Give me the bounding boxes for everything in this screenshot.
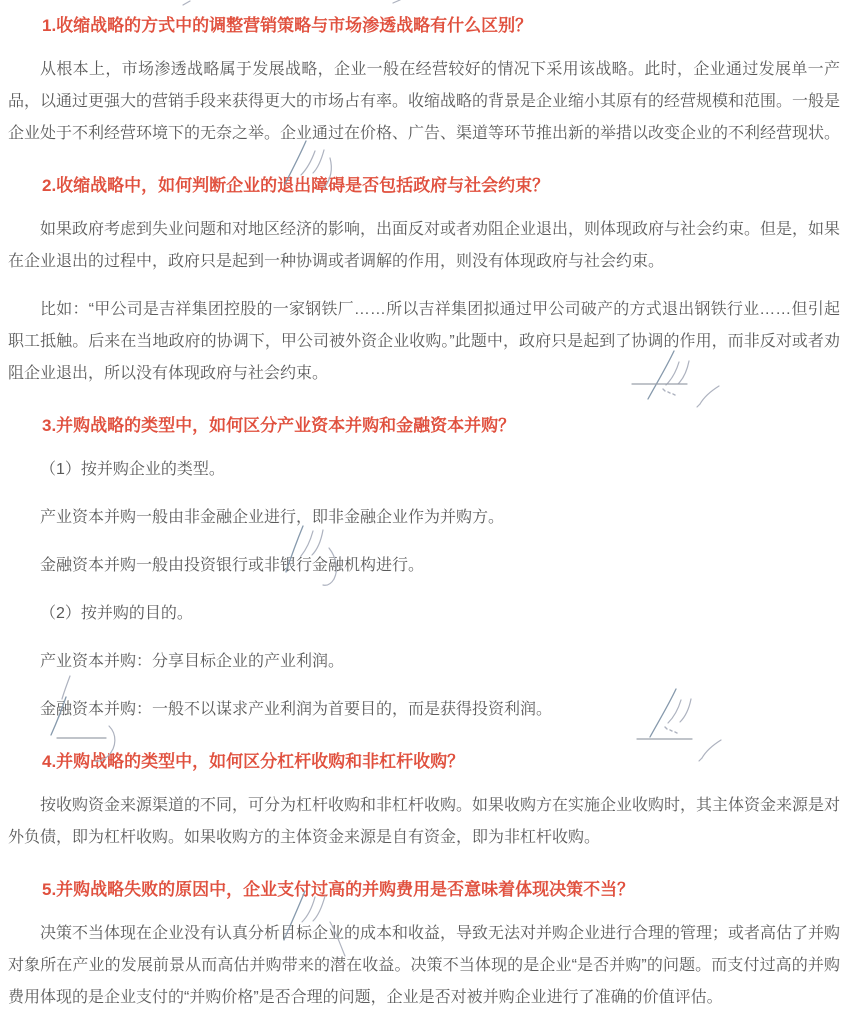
answer-2-para-1: 如果政府考虑到失业问题和对地区经济的影响，出面反对或者劝阻企业退出，则体现政府与社会约束。但是，如果在企业退出的过程中，政府只是起到一种协调或者调解的作用，则没有体现政府与社会约束。: [8, 221, 841, 270]
answer-3-para-2: 产业资本并购一般由非金融企业进行，即非金融企业作为并购方。: [40, 509, 505, 526]
answer-3-para-3: 金融资本并购一般由投资银行或非银行金融机构进行。: [40, 557, 425, 574]
question-1: 1.收缩战略的方式中的调整营销策略与市场渗透战略有什么区别？: [42, 16, 533, 35]
answer-4: 按收购资金来源渠道的不同，可分为杠杆收购和非杠杆收购。如果收购方在实施企业收购时，其主体资金来源是对外负债，即为杠杆收购。如果收购方的主体资金来源是自有资金，即为非杠杆收购。: [8, 797, 841, 846]
question-5: 5.并购战略失败的原因中，企业支付过高的并购费用是否意味着体现决策不当？: [42, 880, 635, 899]
answer-2-para-2: 比如：“甲公司是吉祥集团控股的一家钢铁厂……所以吉祥集团拟通过甲公司破产的方式退出钢铁行业……但引起职工抵触。后来在当地政府的协调下，甲公司被外资企业收购。”此题中，政府只是起到了协调的作用，而非反对或者劝阻企业退出，所以没有体现政府与社会约束。: [8, 301, 840, 382]
answer-1: 从根本上，市场渗透战略属于发展战略，企业一般在经营较好的情况下采用该战略。此时，企业通过发展单一产品，以通过更强大的营销手段来获得更大的市场占有率。收缩战略的背景是企业缩小其原有的经营规模和范围。一般是企业处于不利经营环境下的无奈之举。企业通过在价格、广告、渠道等环节推出新的举措以改变企业的不利经营现状。: [8, 61, 841, 142]
answer-3-para-6: 金融资本并购：一般不以谋求产业利润为首要目的，而是获得投资利润。: [40, 701, 553, 718]
answer-3-para-1: （1）按并购企业的类型。: [40, 461, 225, 478]
answer-5: 决策不当体现在企业没有认真分析目标企业的成本和收益，导致无法对并购企业进行合理的管理；或者高估了并购对象所在产业的发展前景从而高估并购带来的潜在收益。决策不当体现的是企业“是否并购”的问题。而支付过高的并购费用体现的是企业支付的“并购价格”是否合理的问题，企业是否对被并购企业进行了准确的价值评估。: [8, 925, 841, 1006]
answer-3-para-4: （2）按并购的目的。: [40, 605, 193, 622]
question-3: 3.并购战略的类型中，如何区分产业资本并购和金融资本并购？: [42, 416, 516, 435]
question-2: 2.收缩战略中，如何判断企业的退出障碍是否包括政府与社会约束？: [42, 176, 550, 195]
answer-3-para-5: 产业资本并购：分享目标企业的产业利润。: [40, 653, 345, 670]
question-4: 4.并购战略的类型中，如何区分杠杆收购和非杠杆收购？: [42, 752, 465, 771]
